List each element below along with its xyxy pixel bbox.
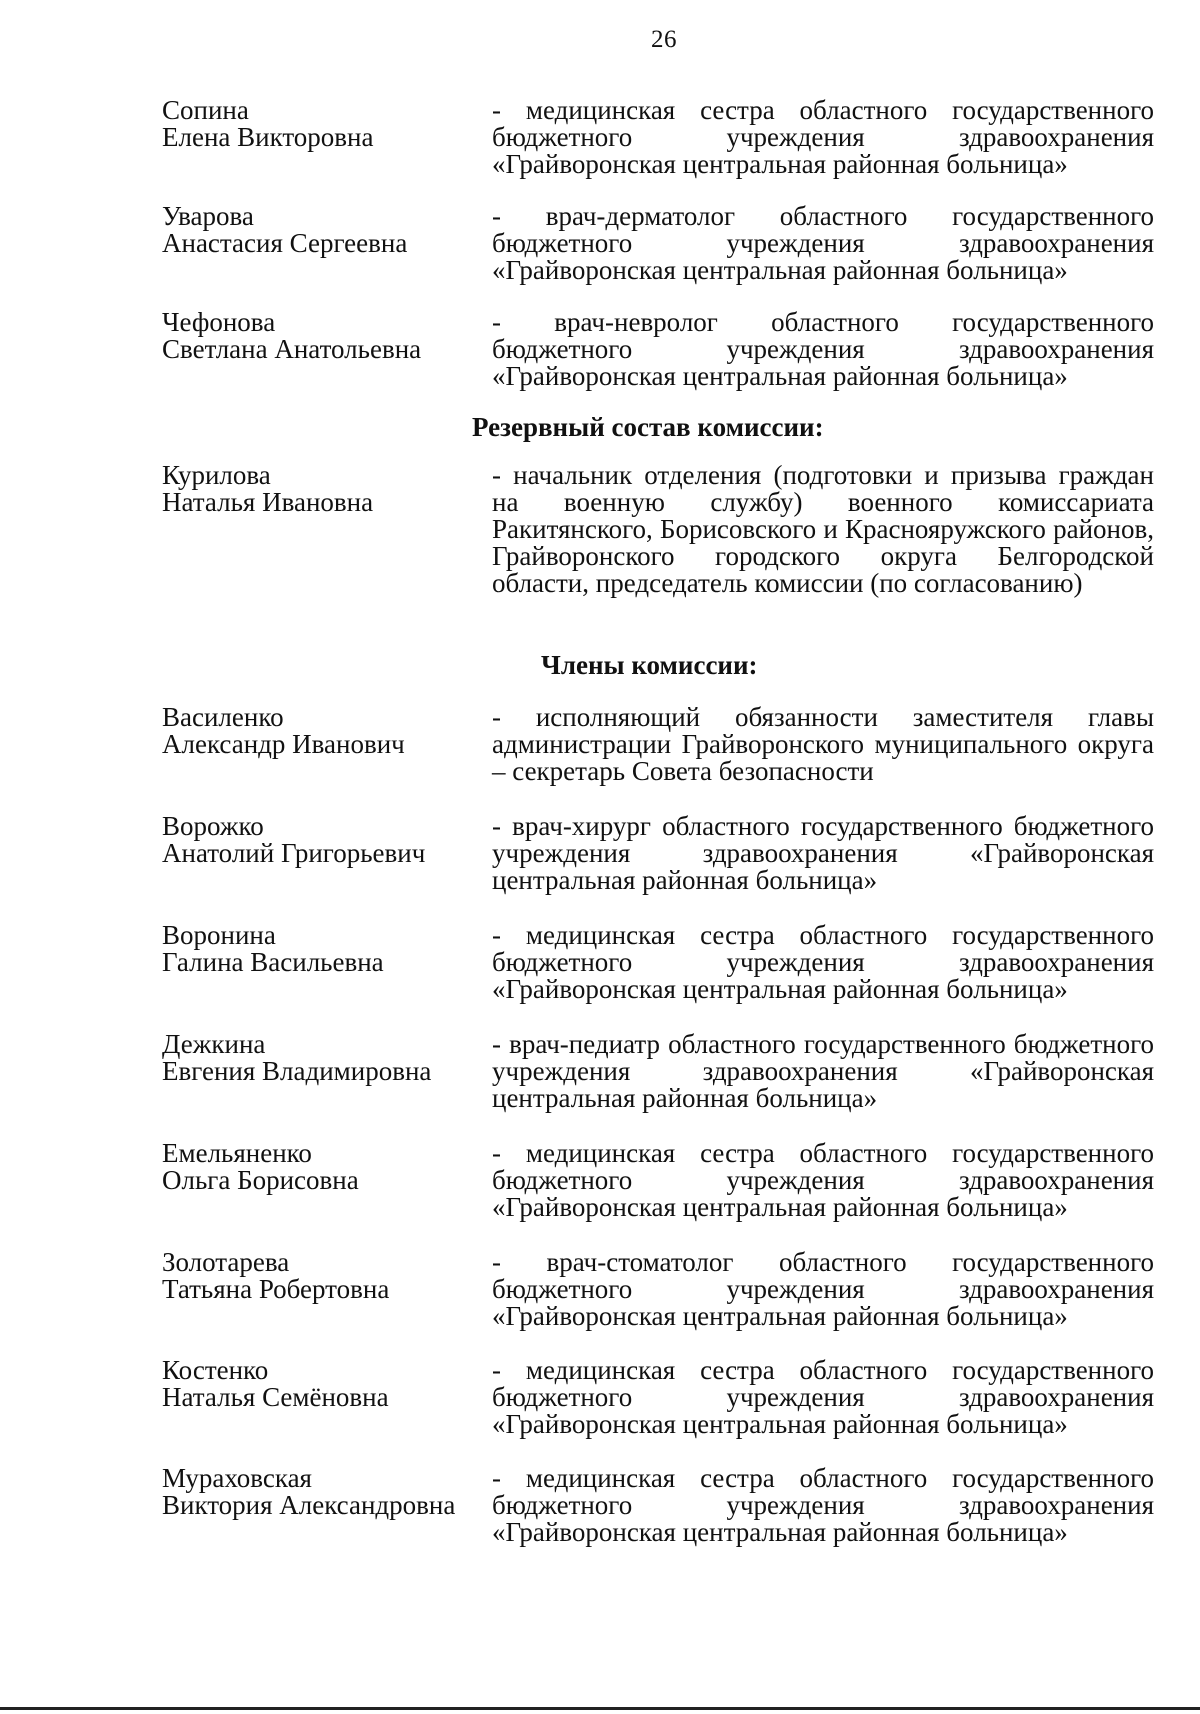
member-role: - исполняющий обязанности заместителя главы администрации Грайворонского муниципального округа – секретарь Совета безопасности [492, 702, 1154, 786]
member-surname: Уварова [162, 201, 254, 231]
member-name [162, 97, 492, 178]
chair-name [162, 462, 492, 597]
member-given-names: Анатолий Григорьевич [162, 838, 426, 868]
chair-surname: Курилова [162, 460, 271, 490]
member-role: - врач-дерматолог областного государственного бюджетного учреждения здравоохранения «Грайворонская центральная районная больница» [492, 201, 1154, 285]
member-name [162, 813, 492, 894]
member-name [162, 704, 492, 785]
member-name [162, 309, 492, 390]
page-number: 26 [651, 26, 677, 53]
member-entry [162, 1249, 1154, 1330]
member-entry [162, 1465, 1154, 1546]
member-surname: Золотарева [162, 1247, 290, 1277]
member-surname: Костенко [162, 1355, 269, 1385]
member-surname: Ворожко [162, 811, 264, 841]
member-name [162, 1249, 492, 1330]
member-surname: Емельяненко [162, 1138, 312, 1168]
member-surname: Чефонова [162, 307, 276, 337]
member-given-names: Ольга Борисовна [162, 1165, 359, 1195]
member-given-names: Наталья Семёновна [162, 1382, 389, 1412]
member-role: - врач-педиатр областного государственного бюджетного учреждения здравоохранения «Грайворонская центральная районная больница» [492, 1029, 1154, 1113]
member-given-names: Александр Иванович [162, 729, 405, 759]
member-role: - медицинская сестра областного государственного бюджетного учреждения здравоохранения «Грайворонская центральная районная больница» [492, 95, 1154, 179]
chair-given-names: Наталья Ивановна [162, 487, 374, 517]
member-name [162, 203, 492, 284]
chair-role: - начальник отделения (подготовки и призыва граждан на военную службу) военного комиссариата Ракитянского, Борисовского и Краснояружского районов, Грайворонского городского округа Белгородской области, председатель комиссии (по согласованию) [492, 460, 1154, 598]
member-entry [162, 1031, 1154, 1112]
member-role: - медицинская сестра областного государственного бюджетного учреждения здравоохранения «Грайворонская центральная районная больница» [492, 1355, 1154, 1439]
member-given-names: Евгения Владимировна [162, 1056, 432, 1086]
member-entry [162, 309, 1154, 390]
scan-edge-rule [0, 1707, 1200, 1710]
member-role: - медицинская сестра областного государственного бюджетного учреждения здравоохранения «Грайворонская центральная районная больница» [492, 1138, 1154, 1222]
member-entry [162, 922, 1154, 1003]
member-given-names: Елена Викторовна [162, 122, 374, 152]
member-surname: Дежкина [162, 1029, 266, 1059]
member-given-names: Анастасия Сергеевна [162, 228, 408, 258]
members-heading: Члены комиссии: [541, 650, 758, 680]
member-name [162, 1140, 492, 1221]
member-role: - медицинская сестра областного государственного бюджетного учреждения здравоохранения «Грайворонская центральная районная больница» [492, 1463, 1154, 1547]
member-entry [162, 1357, 1154, 1438]
member-given-names: Виктория Александровна [162, 1490, 456, 1520]
member-name [162, 1465, 492, 1546]
reserve-heading: Резервный состав комиссии: [472, 412, 824, 442]
member-given-names: Светлана Анатольевна [162, 334, 422, 364]
member-entry [162, 704, 1154, 785]
member-role: - врач-стоматолог областного государственного бюджетного учреждения здравоохранения «Грайворонская центральная районная больница» [492, 1247, 1154, 1331]
member-given-names: Татьяна Робертовна [162, 1274, 390, 1304]
member-role: - врач-невролог областного государственного бюджетного учреждения здравоохранения «Грайворонская центральная районная больница» [492, 307, 1154, 391]
member-surname: Мураховская [162, 1463, 312, 1493]
member-entry [162, 97, 1154, 178]
member-role: - медицинская сестра областного государственного бюджетного учреждения здравоохранения «Грайворонская центральная районная больница» [492, 920, 1154, 1004]
member-given-names: Галина Васильевна [162, 947, 384, 977]
member-name [162, 922, 492, 1003]
member-name [162, 1357, 492, 1438]
chair-entry [162, 462, 1154, 597]
member-entry [162, 203, 1154, 284]
member-name [162, 1031, 492, 1112]
member-entry [162, 1140, 1154, 1221]
member-entry [162, 813, 1154, 894]
member-surname: Воронина [162, 920, 276, 950]
member-surname: Василенко [162, 702, 284, 732]
member-role: - врач-хирург областного государственного бюджетного учреждения здравоохранения «Грайворонская центральная районная больница» [492, 811, 1154, 895]
member-surname: Сопина [162, 95, 249, 125]
